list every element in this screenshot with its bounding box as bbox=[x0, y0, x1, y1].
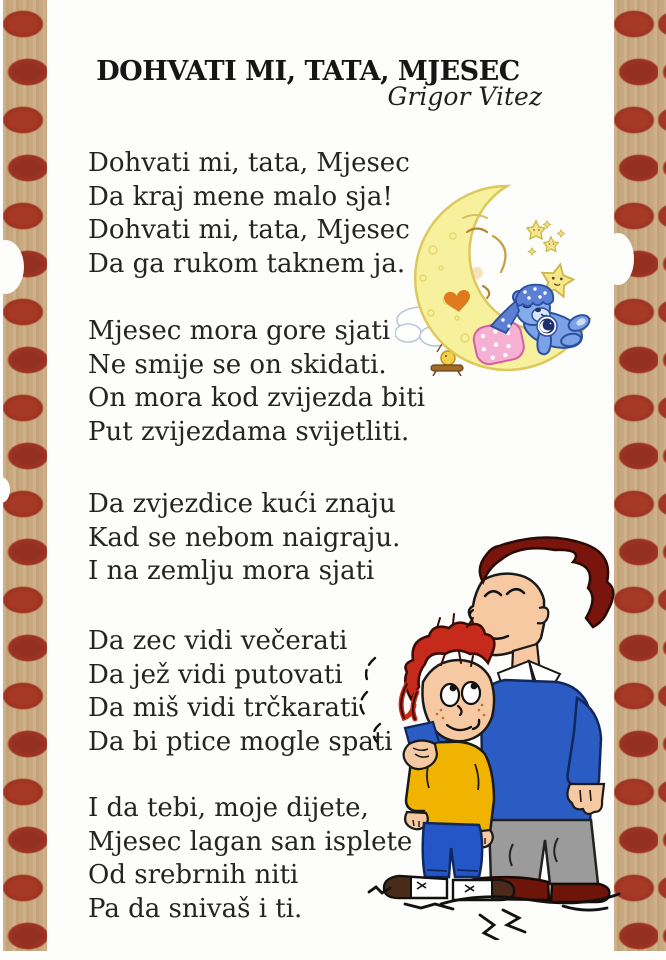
poem-line: Mjesec mora gore sjati bbox=[88, 316, 391, 346]
poem-line: I na zemlju mora sjati bbox=[88, 556, 375, 586]
poem-line: Od srebrnih niti bbox=[88, 860, 299, 890]
stanza-2 bbox=[88, 315, 425, 449]
poem-line: Put zvijezdama svijetliti. bbox=[88, 416, 410, 447]
poem-line: Kad se nebom naigraju. bbox=[88, 522, 401, 553]
poem-line: Pa da snivaš i ti. bbox=[88, 893, 303, 924]
stanza-4 bbox=[88, 625, 393, 759]
motion-lines bbox=[361, 658, 380, 742]
decorative-border-left bbox=[3, 0, 47, 951]
moon-teddy-bear-illustration bbox=[395, 180, 607, 376]
stanza-1 bbox=[88, 147, 410, 281]
poem-line: Da kraj mene malo sja! bbox=[88, 181, 393, 212]
poem-line: Da ga rukom taknem ja. bbox=[88, 248, 406, 279]
poem-line: I da tebi, moje dijete, bbox=[88, 793, 369, 823]
father-child-svg bbox=[353, 532, 625, 940]
poem-title: DOHVATI MI, TATA, MJESEC bbox=[96, 56, 520, 88]
father-hand-on-shoulder bbox=[404, 722, 439, 769]
poem-line: Da jež vidi putovati bbox=[88, 659, 343, 690]
poem-line: Da zvjezdice kući znaju bbox=[88, 489, 396, 519]
stars-cluster-icon bbox=[527, 221, 565, 255]
poem-line: Ne smije se on skidati. bbox=[88, 349, 387, 380]
poem-line: Dohvati mi, tata, Mjesec bbox=[88, 215, 410, 245]
poem-line: On mora kod zvijezda biti bbox=[88, 383, 426, 413]
poem-author: Grigor Vitez bbox=[387, 82, 542, 111]
poem-line: Dohvati mi, tata, Mjesec bbox=[88, 148, 410, 178]
moon-illustration-svg bbox=[395, 180, 607, 376]
poem-line: Da zec vidi večerati bbox=[88, 626, 348, 656]
poem-line: Da miš vidi trčkarati bbox=[88, 693, 359, 723]
poem-line: Da bi ptice mogle spati bbox=[88, 726, 393, 757]
father-child-illustration bbox=[353, 532, 625, 940]
poem-line: Mjesec lagan san isplete bbox=[88, 826, 413, 857]
